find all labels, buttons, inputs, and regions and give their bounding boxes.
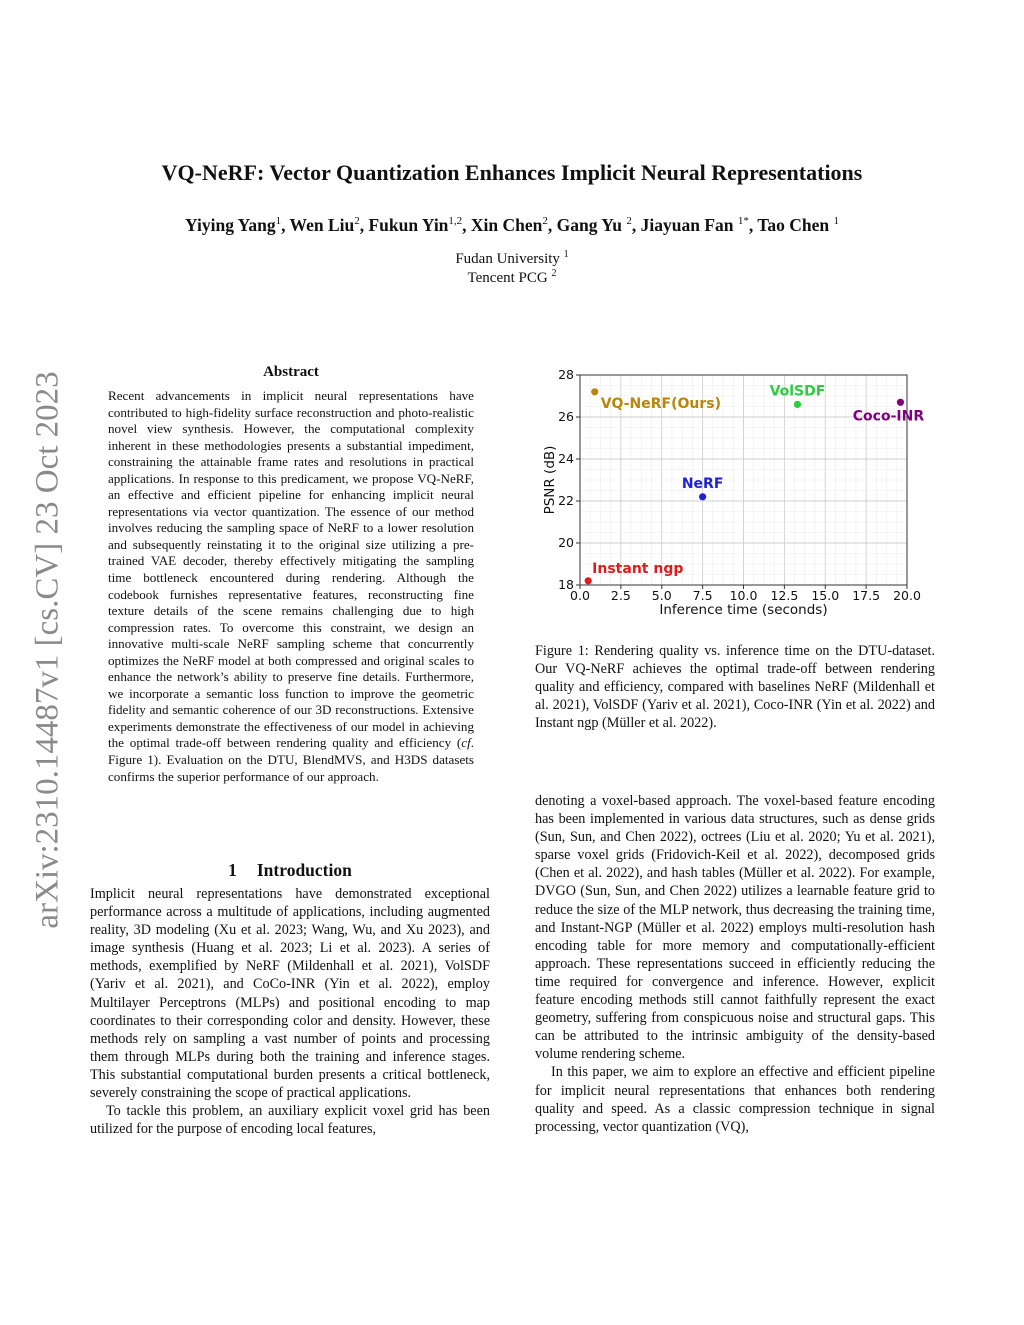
x-tick-label: 17.5 [852, 588, 881, 603]
paper-title: VQ-NeRF: Vector Quantization Enhances Implicit Neural Representations [161, 160, 863, 185]
data-label: Instant ngp [592, 560, 684, 577]
data-label: Coco-INR [852, 408, 925, 425]
author: Yiying Yang$^1$, [185, 215, 290, 235]
data-point [794, 401, 801, 408]
x-tick-label: 5.0 [651, 588, 672, 603]
section-heading-introduction: 1 Introduction [228, 860, 352, 880]
introduction-left-column [90, 885, 490, 1138]
x-axis-label: Inference time (seconds) [659, 602, 828, 618]
x-tick-label: 0.0 [570, 588, 590, 603]
data-point [591, 388, 598, 395]
x-tick-label: 15.0 [811, 588, 840, 603]
paragraph: To tackle this problem, an auxiliary explicit voxel grid has been utilized for the purpose of encoding local features, [90, 1103, 490, 1138]
y-tick-label: 22 [558, 493, 574, 508]
data-point [699, 493, 706, 500]
abstract-body: Recent advancements in implicit neural representations have contributed to high-fidelity surface reconstruction and photo-realistic novel view synthesis. However, the computational complexity inherent in these methodologies presents a substantial impediment, constraining the attainable frame rates and resolutions in practical applications. In response to this predicament, we propose VQ-NeRF, an effective and efficient pipeline for enhancing implicit neural representations via vector quantization. The essence of our method involves reducing the sampling space of NeRF to a lower resolution and subsequently reinstating it to the original size utilizing a pre-trained VAE decoder, thereby effectively mitigating the sampling time bottleneck encountered during rendering. Although the codebook furnishes representative features, reconstructing fine texture details of the scene remains challenging due to high compression rates. To overcome this constraint, we design an innovative multi-scale NeRF sampling scheme that concurrently optimizes the NeRF model at both compressed and original scales to enhance the network’s ability to preserve fine details. Furthermore, we incorporate a semantic loss function to improve the geometric fidelity and semantic coherence of our 3D reconstructions. Extensive experiments demonstrate the effectiveness of our model in achieving the optimal trade-off between rendering quality and efficiency (cf. Figure 1). Evaluation on the DTU, BlendMVS, and H3DS datasets confirms the superior performance of our approach. [108, 388, 474, 784]
data-label: VQ-NeRF(Ours) [600, 395, 721, 412]
y-tick-label: 20 [558, 535, 574, 550]
figure-caption: Figure 1: Rendering quality vs. inference time on the DTU-dataset. Our VQ-NeRF achieves the optimal trade-off between rendering quality and efficiency, compared with baselines NeRF (Mildenhall et al. 2021), VolSDF (Yariv et al. 2021), Coco-INR (Yin et al. 2022) and Instant ngp (Müller et al. 2022). [535, 643, 935, 732]
scatter-chart [535, 360, 935, 622]
author: Tao Chen $^1$ [757, 215, 839, 235]
data-point [585, 577, 592, 584]
affiliation-fudan: Fudan University $^1$ [455, 249, 569, 267]
x-tick-label: 20.0 [893, 588, 921, 603]
y-tick-label: 26 [558, 409, 574, 424]
data-label: VolSDF [769, 383, 826, 400]
y-tick-label: 28 [558, 367, 574, 382]
x-tick-label: 10.0 [729, 588, 758, 603]
author: Wen Liu$^2$, [289, 215, 369, 235]
x-tick-label: 2.5 [610, 588, 631, 603]
paragraph: Implicit neural representations have demonstrated exceptional performance across a multitude of applications, including augmented reality, 3D modeling (Xu et al. 2023; Wang, Wu, and Xu 2023), and image synthesis (Huang et al. 2023; Li et al. 2023). A series of methods, exemplified by NeRF (Mildenhall et al. 2021), VolSDF (Yariv et al. 2021), and CoCo-INR (Yin et al. 2022), employ Multilayer Perceptrons (MLPs) and positional encoding to map coordinates to their corresponding color and density. However, these methods rely on sampling a vast number of points and processing them through MLPs during both the training and inference stages. This substantial computational burden presents a critical bottleneck, severely constraining the scope of practical applications. [90, 886, 490, 1102]
abstract-heading: Abstract [263, 364, 319, 380]
affiliation-tencent: Tencent PCG $^2$ [467, 268, 557, 286]
introduction-right-column [535, 792, 935, 1136]
author-list [0, 215, 1024, 236]
author: Gang Yu $^2$, [556, 215, 641, 235]
author: Fukun Yin$^{1,2}$, [368, 215, 471, 235]
x-tick-label: 7.5 [692, 588, 713, 603]
arxiv-identifier: arXiv:2310.14487v1 [cs.CV] 23 Oct 2023 [29, 371, 66, 929]
y-tick-label: 24 [558, 451, 574, 466]
author: Xin Chen$^2$, [470, 215, 557, 235]
x-tick-label: 12.5 [770, 588, 799, 603]
paragraph: In this paper, we aim to explore an effective and efficient pipeline for implicit neural representations that enhances both rendering quality and speed. As a classic compression technique in signal processing, vector quantization (VQ), [535, 1064, 935, 1135]
data-point [897, 399, 904, 406]
y-axis-label: PSNR (dB) [542, 445, 558, 515]
cf-abbreviation: cf [461, 735, 471, 751]
y-tick-label: 18 [558, 577, 574, 592]
data-label: NeRF [681, 475, 724, 492]
figure-1 [535, 360, 935, 622]
paragraph: denoting a voxel-based approach. The voxel-based feature encoding has been implemented in various data structures, such as dense grids (Sun, Sun, and Chen 2022), octrees (Liu et al. 2020; Yu et al. 2021), sparse voxel grids (Fridovich-Keil et al. 2022), decomposed grids (Chen et al. 2022), and hash tables (Müller et al. 2022). For example, DVGO (Sun, Sun, and Chen 2022) utilizes a learnable feature grid to reduce the size of the MLP network, thus decreasing the training time, and Instant-NGP (Müller et al. 2022) employs multi-resolution hash encoding table for more memory and computationally-efficient approach. These representations succeed in efficiently reducing the time required for convergence and inference. However, explicit feature encoding methods still cannot faithfully represent the exact geometry, suffering from conspicuous noise and structural gaps. This can be attributed to the intrinsic ambiguity of the density-based volume rendering scheme. [535, 793, 935, 1063]
author: Jiayuan Fan $^{1*}$, [640, 215, 758, 235]
